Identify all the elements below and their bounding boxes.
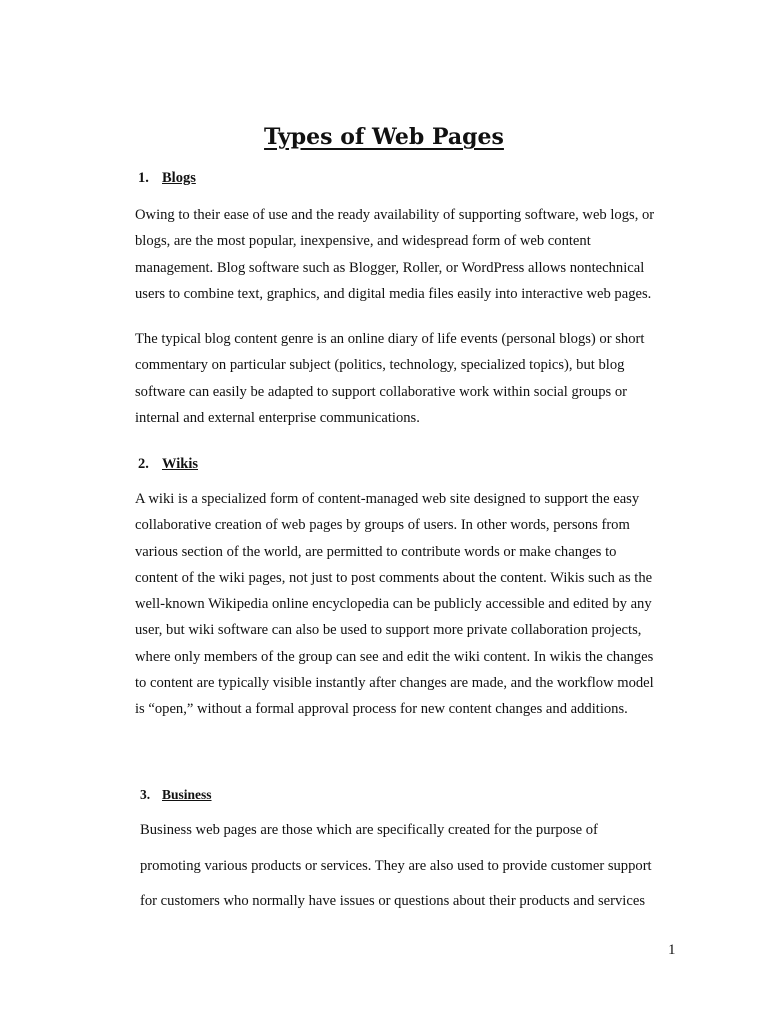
section-number: 2. [138,456,149,472]
section-title: Wikis [162,456,199,472]
text-line: well-known Wikipedia online encyclopedia can be publicly accessible and edited by any [135,596,652,613]
section-number: 1. [138,170,149,186]
text-line: management. Blog software such as Blogger, Roller, or WordPress allows nontechnical [135,259,645,276]
section-number: 3. [140,787,151,802]
paragraph [140,813,660,920]
text-line: A wiki is a specialized form of content-managed web site designed to support the easy [135,491,640,507]
text-line: promoting various products or services. They are also used to provide customer support [140,857,652,874]
text-line: collaborative creation of web pages by groups of users. In other words, persons from [135,517,630,534]
page-title: Types of Web Pages [264,124,504,150]
text-line: users to combine text, graphics, and digital media files easily into interactive web pages. [135,285,652,302]
paragraph [135,486,655,723]
page-number: 1 [668,942,676,958]
paragraph [135,202,655,307]
text-line: commentary on particular subject (politics, technology, specialized topics), but blog [135,357,625,374]
section-title: Blogs [162,170,196,186]
section-heading-wikis [138,456,198,473]
text-line: The typical blog content genre is an online diary of life events (personal blogs) or short [135,331,645,347]
section-heading-business [140,787,212,803]
section-heading-blogs [138,170,196,187]
paragraph [135,326,655,431]
text-line: software can easily be adapted to support collaborative work within social groups or [135,383,627,400]
text-line: is “open,” without a formal approval process for new content changes and additions. [135,701,628,718]
text-line: where only members of the group can see and edit the wiki content. In wikis the changes [135,648,654,665]
text-line: Business web pages are those which are specifically created for the purpose of [140,822,598,838]
text-line: user, but wiki software can also be used to support more private collaboration projects, [135,622,642,639]
text-line: Owing to their ease of use and the ready availability of supporting software, web logs, or [135,207,655,223]
section-title: Business [162,787,212,802]
text-line: various section of the world, are permitted to contribute words or make changes to [135,543,617,560]
text-line: for customers who normally have issues or questions about their products and services [140,893,645,909]
text-line: to content are typically visible instantly after changes are made, and the workflow model [135,675,654,692]
text-line: content of the wiki pages, not just to post comments about the content. Wikis such as the [135,569,653,586]
text-line: internal and external enterprise communications. [135,409,420,426]
text-line: blogs, are the most popular, inexpensive, and widespread form of web content [135,233,591,250]
